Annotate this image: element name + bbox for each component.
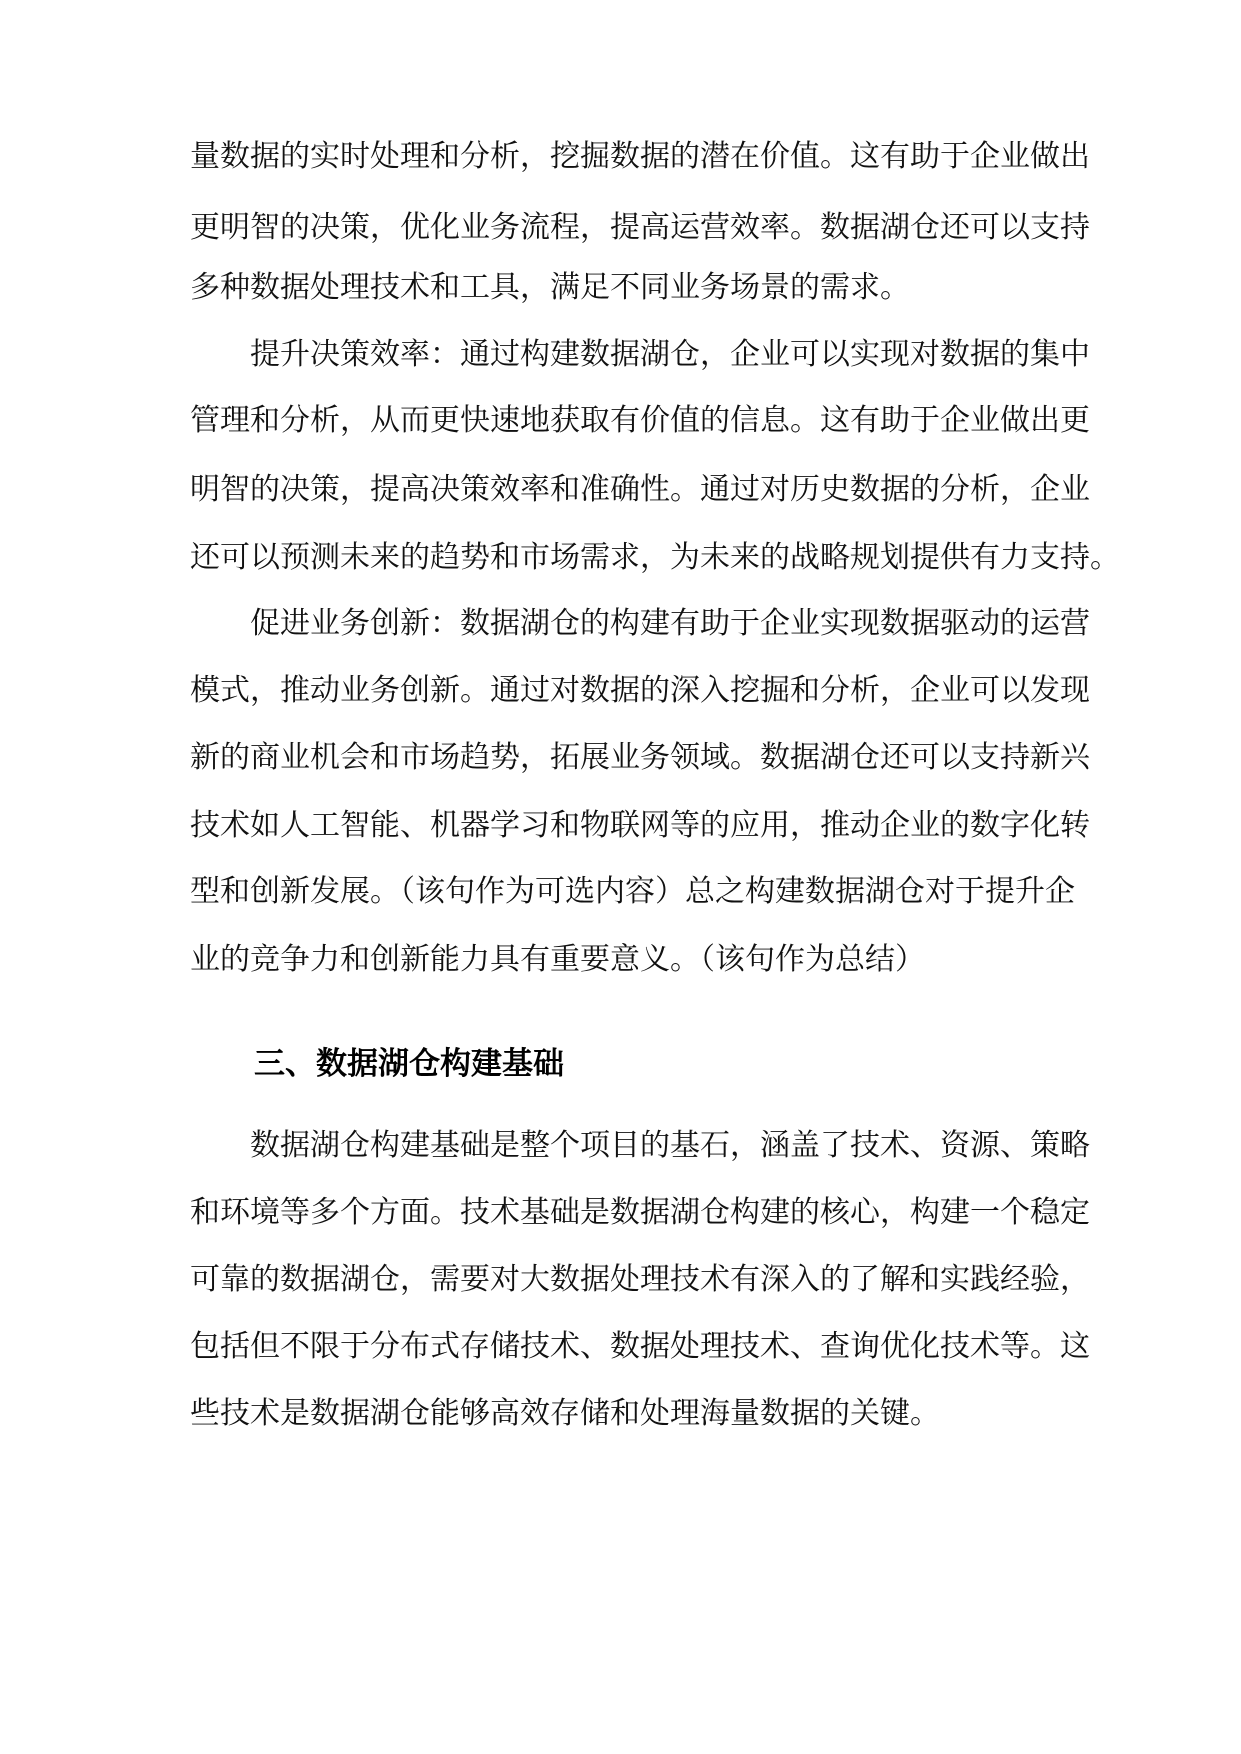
section-heading: 三、数据湖仓构建基础: [254, 1046, 564, 1082]
text-line: 些技术是数据湖仓能够高效存储和处理海量数据的关键。: [190, 1396, 940, 1431]
text-line: 还可以预测未来的趋势和市场需求，为未来的战略规划提供有力支持。: [190, 540, 1120, 575]
text-line: 促进业务创新：数据湖仓的构建有助于企业实现数据驱动的运营: [250, 606, 1090, 641]
text-line: 数据湖仓构建基础是整个项目的基石，涵盖了技术、资源、策略: [250, 1128, 1090, 1163]
text-line: 业的竞争力和创新能力具有重要意义。（该句作为总结）: [190, 942, 925, 977]
text-line: 多种数据处理技术和工具，满足不同业务场景的需求。: [190, 270, 910, 305]
text-line: 包括但不限于分布式存储技术、数据处理技术、查询优化技术等。这: [190, 1329, 1090, 1364]
text-line: 和环境等多个方面。技术基础是数据湖仓构建的核心，构建一个稳定: [190, 1195, 1090, 1230]
text-line: 提升决策效率：通过构建数据湖仓，企业可以实现对数据的集中: [250, 337, 1090, 372]
text-line: 技术如人工智能、机器学习和物联网等的应用，推动企业的数字化转: [190, 808, 1090, 843]
text-line: 新的商业机会和市场趋势，拓展业务领域。数据湖仓还可以支持新兴: [190, 740, 1090, 775]
text-line: 更明智的决策，优化业务流程，提高运营效率。数据湖仓还可以支持: [190, 210, 1090, 245]
text-line: 量数据的实时处理和分析，挖掘数据的潜在价值。这有助于企业做出: [190, 139, 1090, 174]
text-line: 可靠的数据湖仓，需要对大数据处理技术有深入的了解和实践经验，: [190, 1262, 1090, 1297]
text-line: 明智的决策，提高决策效率和准确性。通过对历史数据的分析，企业: [190, 472, 1090, 507]
text-line: 模式，推动业务创新。通过对数据的深入挖掘和分析，企业可以发现: [190, 673, 1090, 708]
text-line: 管理和分析，从而更快速地获取有价值的信息。这有助于企业做出更: [190, 403, 1090, 438]
text-line: 型和创新发展。（该句作为可选内容）总之构建数据湖仓对于提升企: [190, 874, 1075, 909]
